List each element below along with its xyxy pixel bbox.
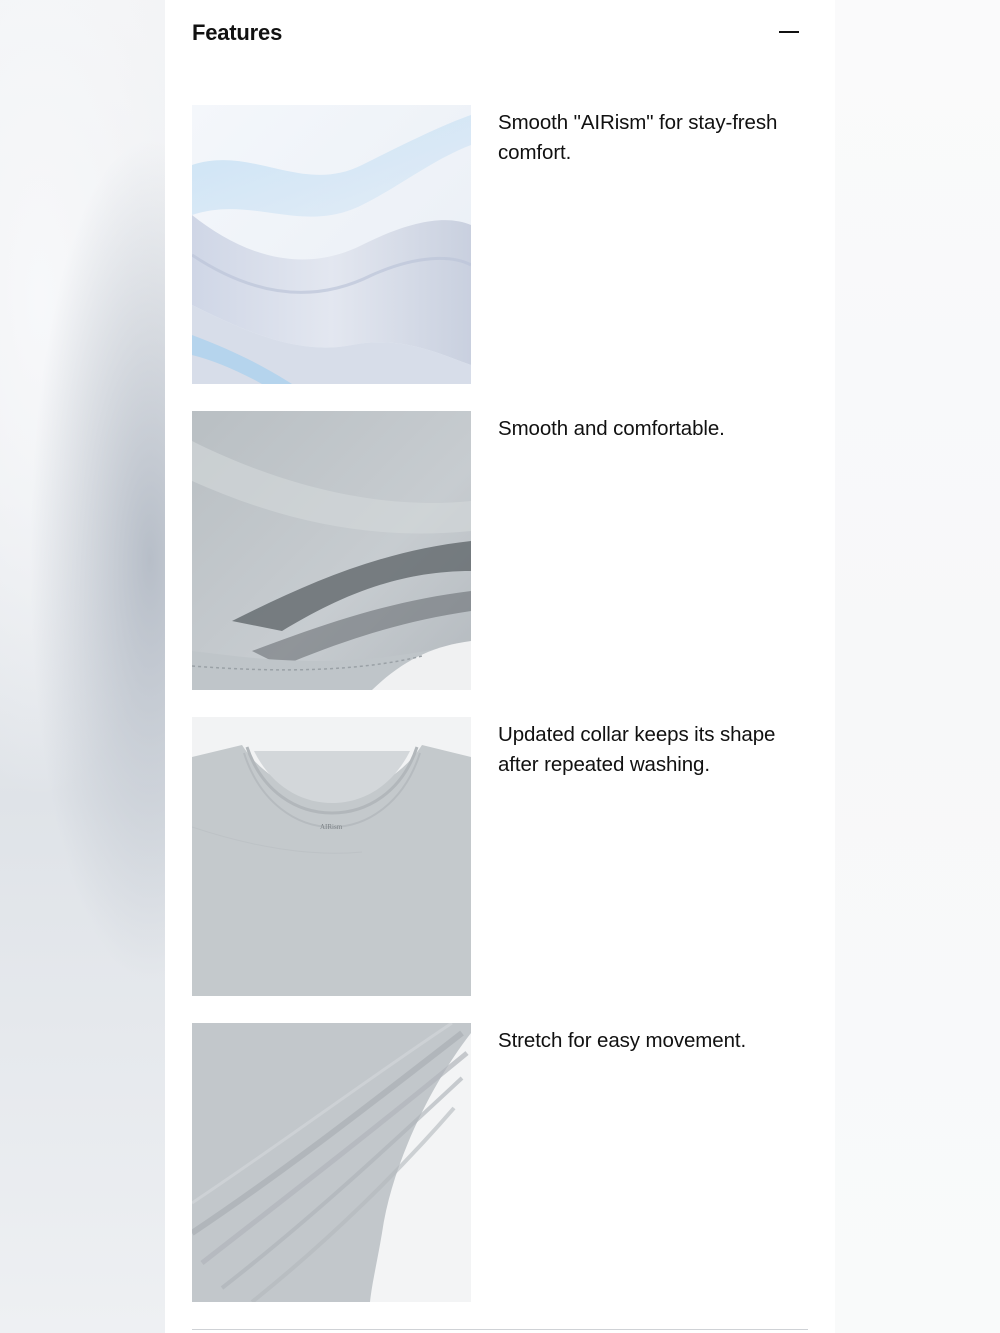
minus-icon (779, 31, 799, 33)
background-left (0, 0, 165, 1333)
feature-description: Stretch for easy movement. (498, 1029, 747, 1052)
fabric-hem-image (192, 411, 471, 690)
section-title: Features (192, 20, 283, 45)
feature-description: Smooth "AIRism" for stay-fresh comfort. (498, 111, 778, 164)
feature-item (192, 105, 808, 385)
feature-description: Updated collar keeps its shape after repeated washing. (498, 723, 776, 776)
features-panel (165, 0, 835, 1333)
collapse-button[interactable] (778, 24, 800, 46)
svg-text:AIRism: AIRism (320, 823, 343, 831)
section-divider (192, 1329, 808, 1330)
feature-item (192, 1023, 808, 1303)
features-header[interactable] (192, 18, 808, 52)
feature-item (192, 411, 808, 691)
collar-image (192, 717, 471, 996)
background-right (835, 0, 1000, 1333)
feature-item (192, 717, 808, 997)
feature-description: Smooth and comfortable. (498, 417, 725, 440)
fabric-stretch-image (192, 1023, 471, 1302)
airism-fabric-wave-image (192, 105, 471, 384)
